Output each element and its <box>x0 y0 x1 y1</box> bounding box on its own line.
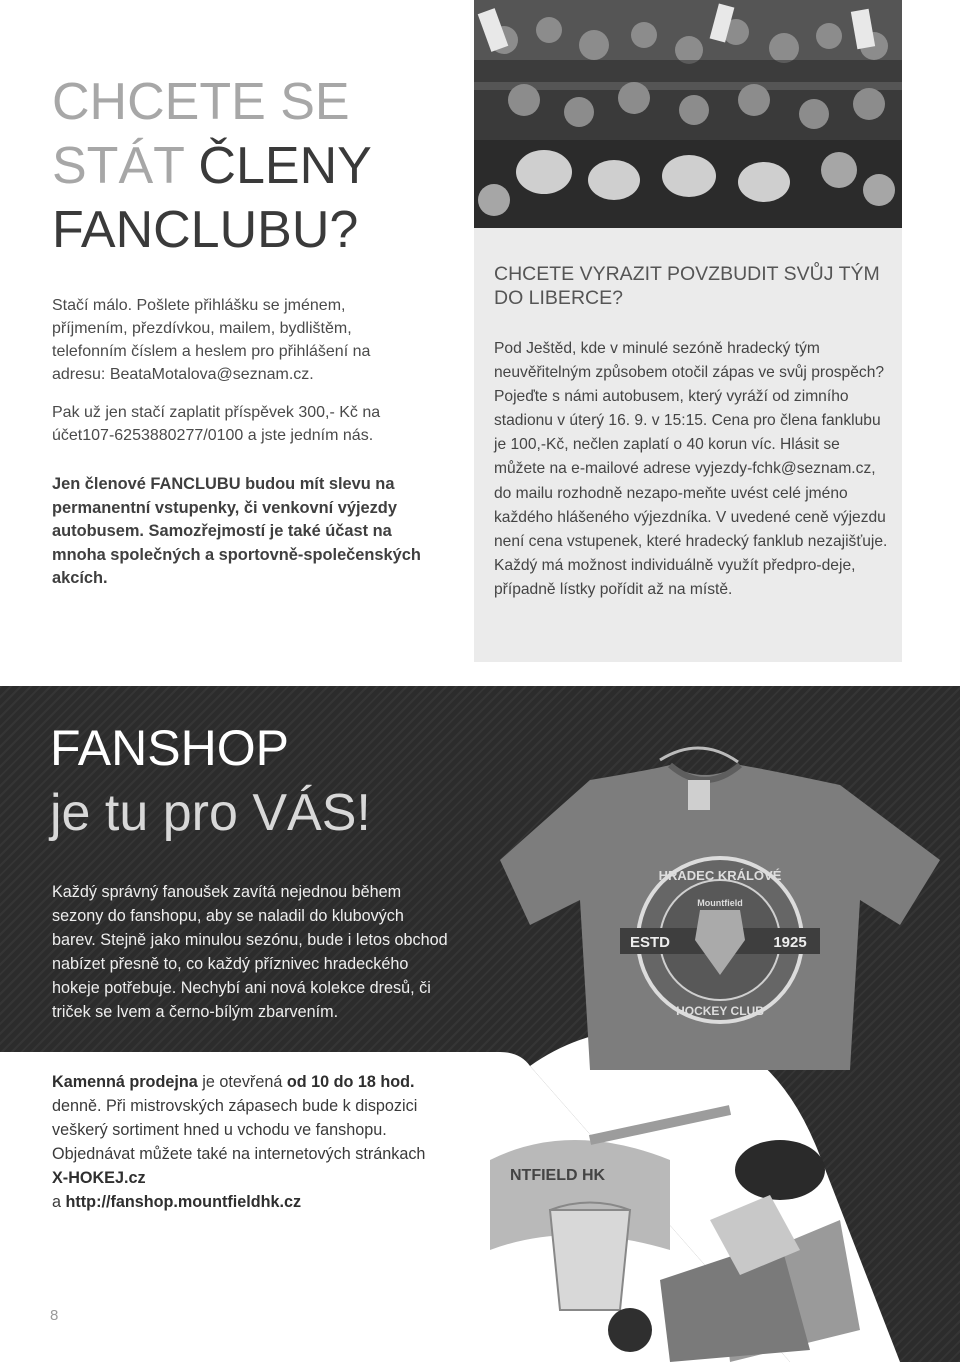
page-number: 8 <box>50 1307 59 1324</box>
store-and: a <box>52 1193 66 1211</box>
badge-bottom-text: HOCKEY CLUB <box>676 1004 764 1018</box>
title-line-1: CHCETE SE <box>52 73 350 131</box>
store-rest: denně. Při mistrovských zápasech bude k dispozici veškerý sortiment hned u vchodu ve fanshopu. Objednávat můžete také na internetových stránkach <box>52 1097 426 1163</box>
badge-left-text: ESTD <box>629 934 671 951</box>
title-line-2b: ČLENY <box>198 137 372 195</box>
store-info <box>52 1070 452 1214</box>
tshirt-photo <box>470 740 950 1070</box>
member-benefits: Jen členové FANCLUBU budou mít slevu na permanentní vstupenky, či venkovní výjezdy autobusem. Samozřejmostí je také účast na mnoha společných a sportovně-společenských akcích. <box>52 475 421 587</box>
trip-title: CHCETE VYRAZIT POVZBUDIT SVŮJ TÝM DO LIBERCE? <box>494 263 880 309</box>
title-line-3: FANCLUBU? <box>52 201 359 259</box>
store-label: Kamenná prodejna <box>52 1073 198 1091</box>
fanshop-title: FANSHOP <box>50 720 289 776</box>
fanshop-text: Každý správný fanoušek zavítá nejednou během sezony do fanshopu, aby se naladil do klubových barev. Stejně jako minulou sezónu, bude i letos obchod nabízet přesně to, co každý příznivec hradeckého hokeje potřebuje. Nechybí ani nová kolekce dresů, či triček se lvem a černo-bílým zbarvením. <box>52 883 448 1021</box>
fans-crowd-photo <box>474 0 902 228</box>
intro-paragraph-1: Stačí málo. Pošlete přihlášku se jménem, příjmením, přezdívkou, mailem, bydlištěm, telefonním číslem a heslem pro přihlášení na adresu: BeataMotalova@seznam.cz. <box>52 297 371 383</box>
store-mid: je otevřená <box>197 1073 287 1091</box>
trip-text: Pod Ještěd, kde v minulé sezóně hradecký tým neuvěřitelným způsobem otočil zápas ve svůj prospěch? Pojeďte s námi autobusem, který vyráží od zimního stadionu v úterý 16. 9. v 15:15. Cena pro člena fanklubu je 100,-Kč, nečlen zaplatí o 40 korun víc. Hlásit se můžete na e-mailové adrese vyjezdy-fchk@seznam.cz, do mailu rozhodně nezapo-meňte uvést celé jméno každého hlášeného výjezdníka. V uvedené ceně výjezdu není cena vstupenek, které hradecký fanklub nezajišťuje. Každý má možnost individuálně využít předpro-deje, případně lístky pořídit až na místě. <box>494 340 888 598</box>
title-line-2a: STÁT <box>52 137 199 195</box>
scarf-text: NTFIELD HK <box>510 1167 606 1184</box>
x-hokej-link[interactable]: X-HOKEJ.cz <box>52 1169 146 1187</box>
intro-paragraph-2: Pak už jen stačí zaplatit příspěvek 300,- Kč na účet107-6253880277/0100 a jste jedním nás. <box>52 404 381 444</box>
badge-right-text: 1925 <box>773 934 807 951</box>
fanshop-link[interactable]: http://fanshop.mountfieldhk.cz <box>65 1193 302 1211</box>
store-hours: od 10 do 18 hod. <box>286 1073 415 1091</box>
page-title <box>52 70 452 262</box>
badge-center-text: Mountfield <box>697 898 743 908</box>
crowd-image <box>474 0 902 228</box>
merchandise-photo <box>470 1100 940 1362</box>
intro-text <box>52 294 412 462</box>
fanshop-subtitle: je tu pro VÁS! <box>50 784 371 842</box>
badge-top-text: HRADEC KRÁLOVÉ <box>658 868 782 883</box>
